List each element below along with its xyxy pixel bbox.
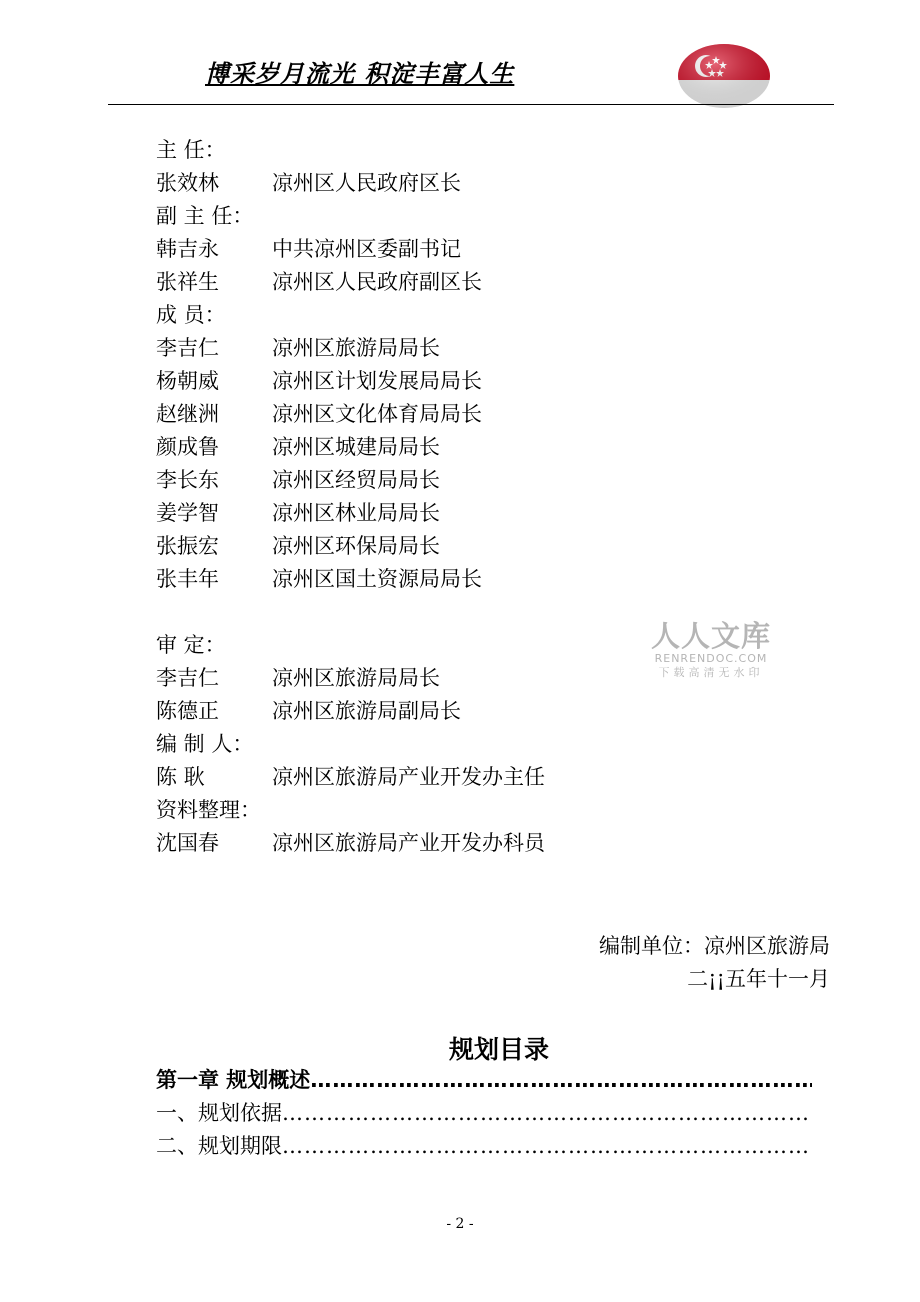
member-title: 凉州区旅游局局长 [272,336,440,360]
member-title: 凉州区旅游局产业开发办主任 [272,765,545,789]
toc-dot-leader [310,1064,812,1097]
member-name: 赵继洲 [156,402,219,426]
toc-entry-label: 第一章 规划概述 [156,1068,311,1092]
header-title: 博采岁月流光 积淀丰富人生 [205,60,515,88]
member-title: 中共凉州区委副书记 [272,237,461,261]
role-label: 主 任： [156,138,226,162]
toc-chapter-entry[interactable] [156,1064,812,1097]
watermark-main: 人人文库 [650,619,771,653]
member-title: 凉州区旅游局副局长 [272,699,461,723]
member-name: 张祥生 [156,270,219,294]
member-title: 凉州区文化体育局局长 [272,402,482,426]
member-title: 凉州区计划发展局局长 [272,369,482,393]
role-label: 资料整理： [156,798,261,822]
member-name: 张丰年 [156,567,219,591]
member-name: 韩吉永 [156,237,219,261]
watermark-site: RENRENDOC.COM [654,652,768,665]
page-number: - 2 - [446,1216,474,1232]
member-title: 凉州区经贸局局长 [272,468,440,492]
compile-date: 二¡¡五年十一月 [687,967,830,991]
member-name: 杨朝威 [156,369,219,393]
member-title: 凉州区林业局局长 [272,501,440,525]
member-name: 张效林 [156,171,219,195]
compiling-unit: 编制单位：凉州区旅游局 [599,934,830,958]
member-name: 张振宏 [156,534,219,558]
member-title: 凉州区环保局局长 [272,534,440,558]
watermark [646,620,776,680]
member-title: 凉州区国土资源局局长 [272,567,482,591]
toc-dot-leader [282,1130,812,1163]
member-name: 姜学智 [156,501,219,525]
watermark-tagline: 下载高清无水印 [658,666,764,679]
member-name: 陈德正 [156,699,219,723]
toc-entry-label: 二、规划期限 [156,1134,282,1158]
member-name: 李长东 [156,468,219,492]
member-title: 凉州区旅游局产业开发办科员 [272,831,545,855]
role-label: 编 制 人： [156,732,254,756]
header-rule [108,104,834,105]
toc-title: 规划目录 [448,1035,549,1064]
role-label: 副 主 任： [156,204,254,228]
member-name: 沈国春 [156,831,219,855]
member-title: 凉州区旅游局局长 [272,666,440,690]
member-name: 李吉仁 [156,666,219,690]
role-label: 成 员： [156,303,226,327]
singapore-flag-logo [676,44,772,108]
toc-section-entry[interactable] [156,1130,812,1163]
member-name: 陈 耿 [156,765,205,789]
role-label: 审 定： [156,633,226,657]
member-title: 凉州区人民政府区长 [272,171,461,195]
member-name: 颜成鲁 [156,435,219,459]
toc-section-entry[interactable] [156,1097,812,1130]
toc-entry-label: 一、规划依据 [156,1101,282,1125]
member-name: 李吉仁 [156,336,219,360]
member-title: 凉州区城建局局长 [272,435,440,459]
member-title: 凉州区人民政府副区长 [272,270,482,294]
toc-dot-leader [282,1097,812,1130]
